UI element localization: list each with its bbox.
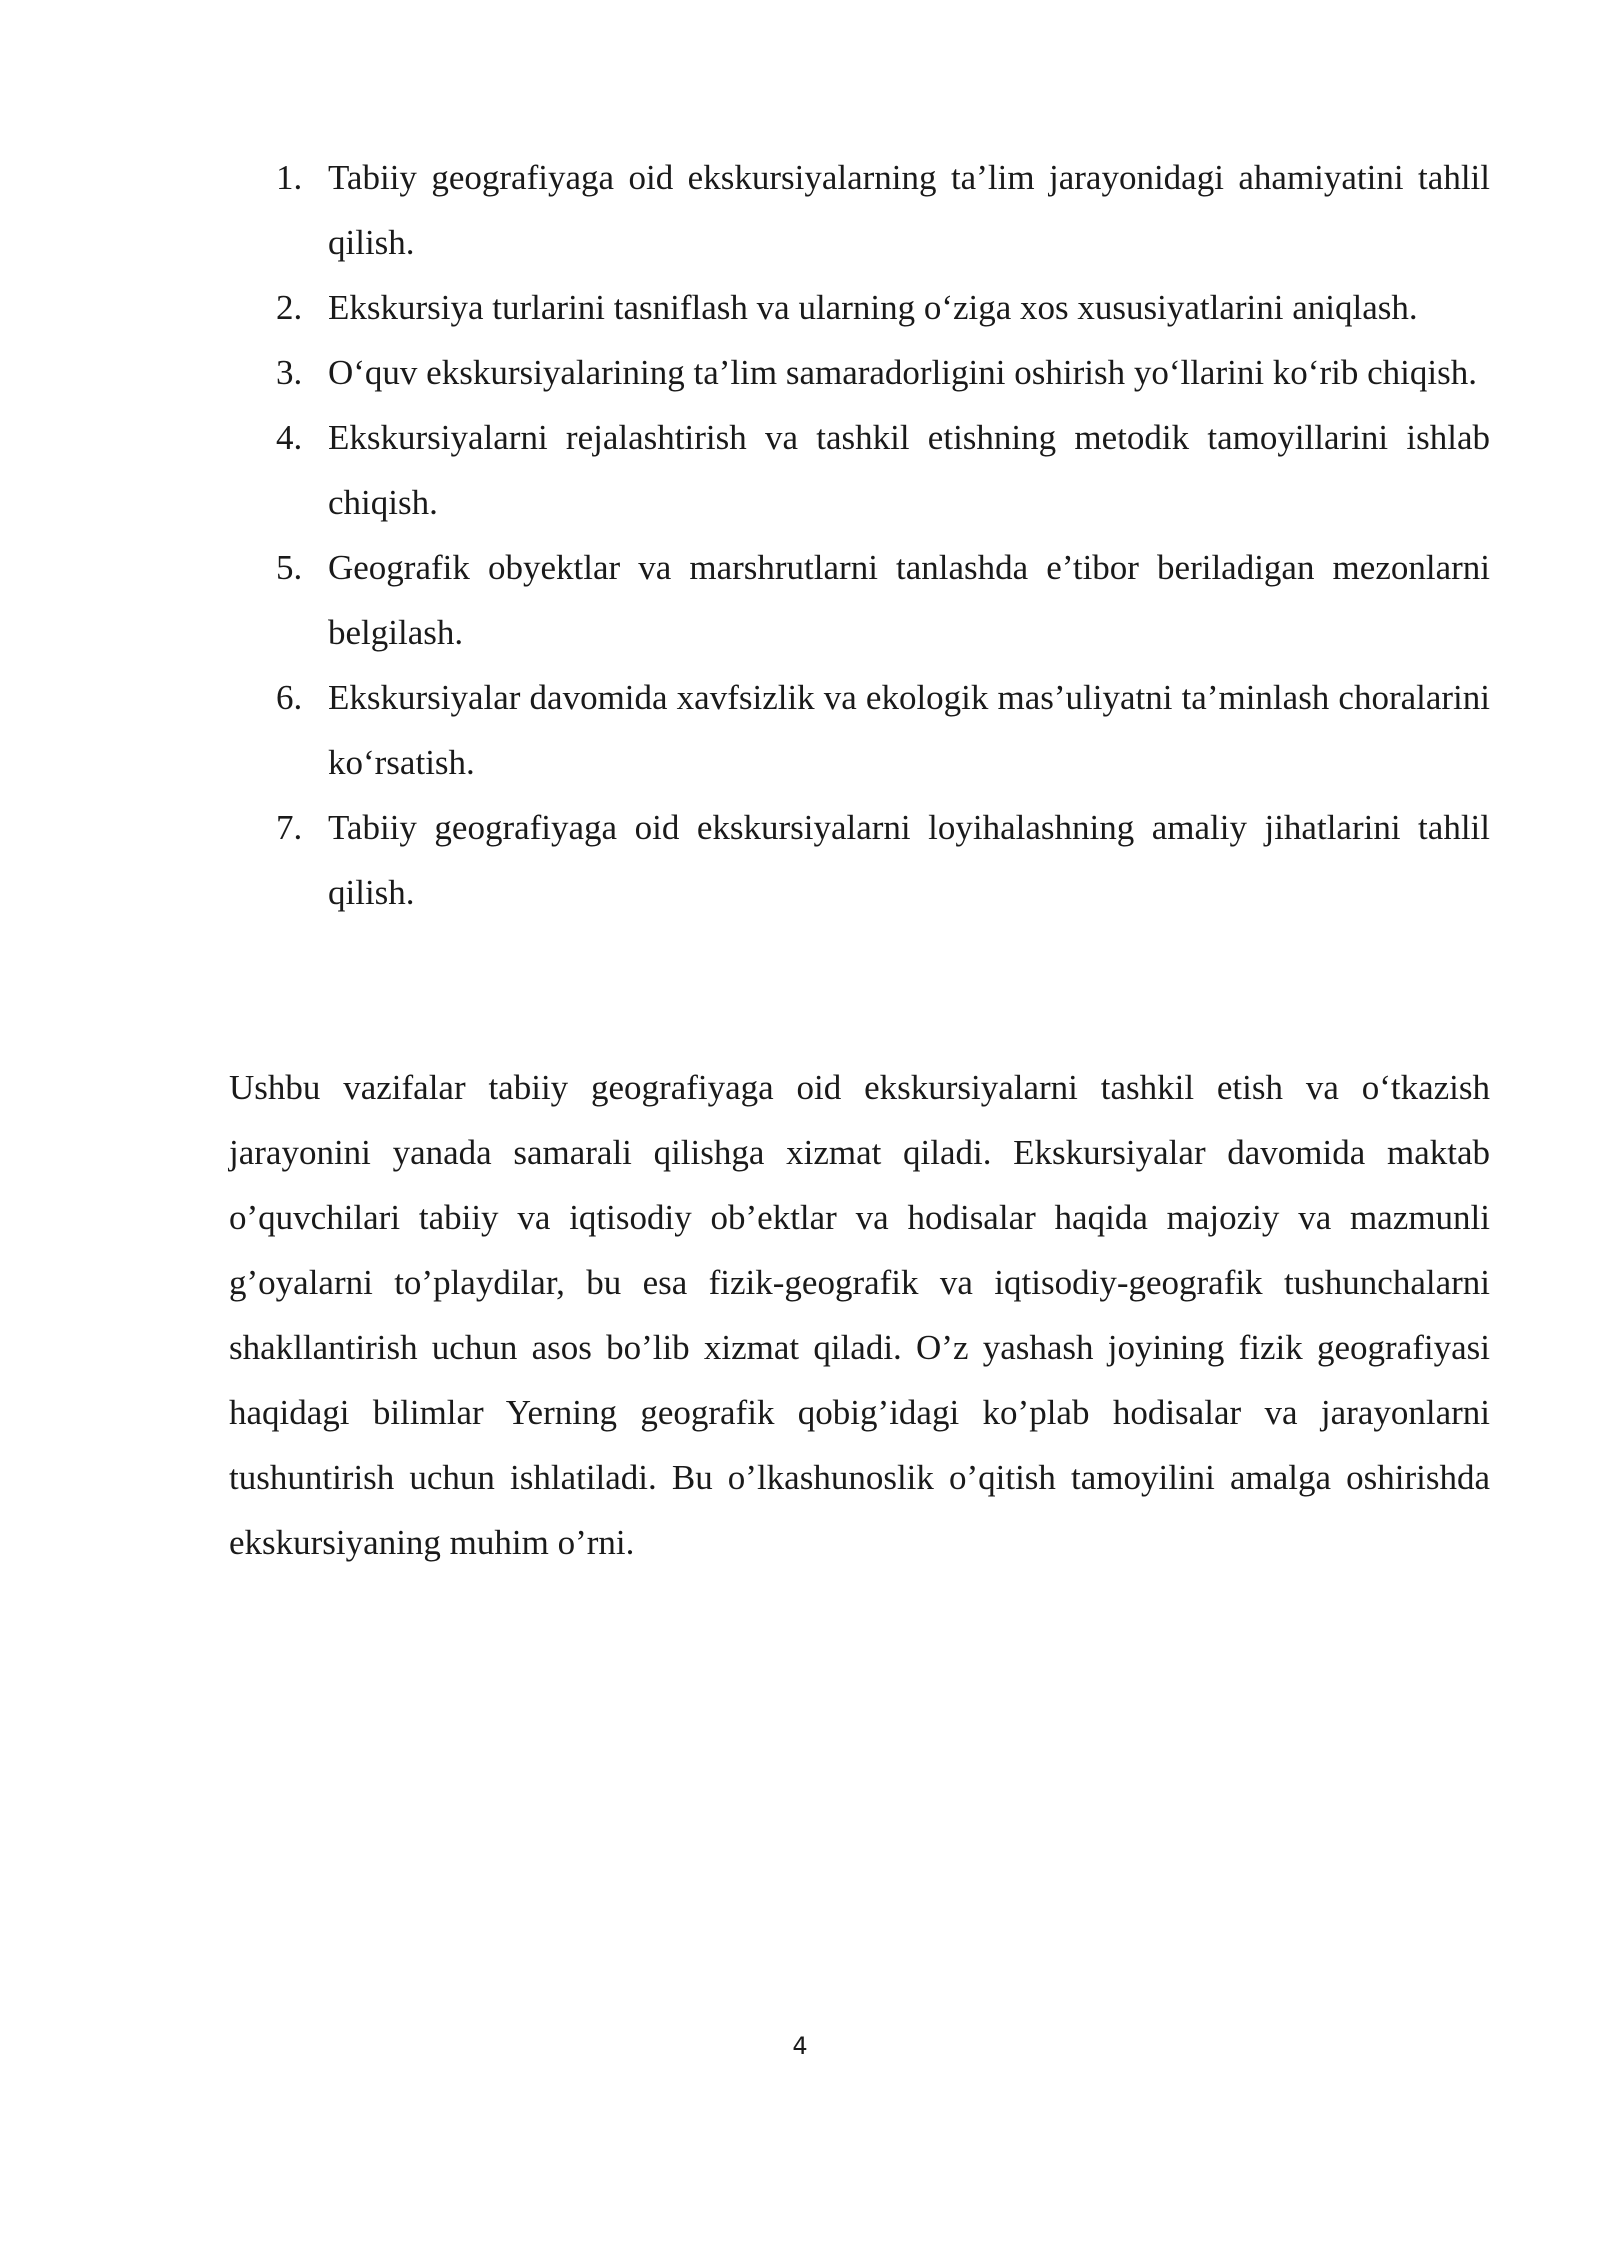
list-item-text: Tabiiy geografiyaga oid ekskursiyalarni loyihalashning amaliy jihatlarini tahlil qilish.: [328, 808, 1490, 912]
list-item-text: Ekskursiyalarni rejalashtirish va tashkil etishning metodik tamoyillarini ishlab chiqish.: [328, 418, 1490, 522]
list-item-number: 2.: [276, 288, 303, 327]
list-item-number: 3.: [276, 353, 303, 392]
list-item-text: Tabiiy geografiyaga oid ekskursiyalarning ta’lim jarayonidagi ahamiyatini tahlil qilish.: [328, 158, 1490, 262]
list-item-text: Ekskursiyalar davomida xavfsizlik va ekologik mas’uliyatni ta’minlash choralarini ko‘rsatish.: [328, 678, 1490, 782]
list-item-number: 5.: [276, 548, 303, 587]
list-item: [268, 405, 1490, 535]
list-item: [268, 665, 1490, 795]
list-item-text: Ekskursiya turlarini tasniflash va ularning o‘ziga xos xususiyatlarini aniqlash.: [328, 288, 1418, 327]
body-paragraph: Ushbu vazifalar tabiiy geografiyaga oid ekskursiyalarni tashkil etish va o‘tkazish jarayonini yanada samarali qilishga xizmat qiladi. Ekskursiyalar davomida maktab o’quvchilari tabiiy va iqtisodiy ob’ektlar va hodisalar haqida majoziy va mazmunli g’oyalarni to’playdilar, bu esa fizik-geografik va iqtisodiy-geografik tushunchalarni shakllantirish uchun asos bo’lib xizmat qiladi. O’z yashash joyining fizik geografiyasi haqidagi bilimlar Yerning geografik qobig’idagi ko’plab hodisalar va jarayonlarni tushuntirish uchun ishlatiladi. Bu o’lkashunoslik o’qitish tamoyilini amalga oshirishda ekskursiyaning muhim o’rni.: [229, 1068, 1490, 1562]
list-item-number: 1.: [276, 158, 303, 197]
list-item-text: O‘quv ekskursiyalarining ta’lim samaradorligini oshirish yo‘llarini ko‘rib chiqish.: [328, 353, 1477, 392]
list-item-text: Geografik obyektlar va marshrutlarni tanlashda e’tibor beriladigan mezonlarni belgilash.: [328, 548, 1490, 652]
list-item-number: 7.: [276, 808, 303, 847]
list-item: [268, 535, 1490, 665]
list-item-number: 6.: [276, 678, 303, 717]
list-item: [268, 340, 1490, 405]
list-item: [268, 145, 1490, 275]
page-number: 4: [792, 2032, 808, 2060]
task-list: [268, 145, 1490, 925]
list-item: [268, 275, 1490, 340]
list-item-number: 4.: [276, 418, 303, 457]
list-item: [268, 795, 1490, 925]
